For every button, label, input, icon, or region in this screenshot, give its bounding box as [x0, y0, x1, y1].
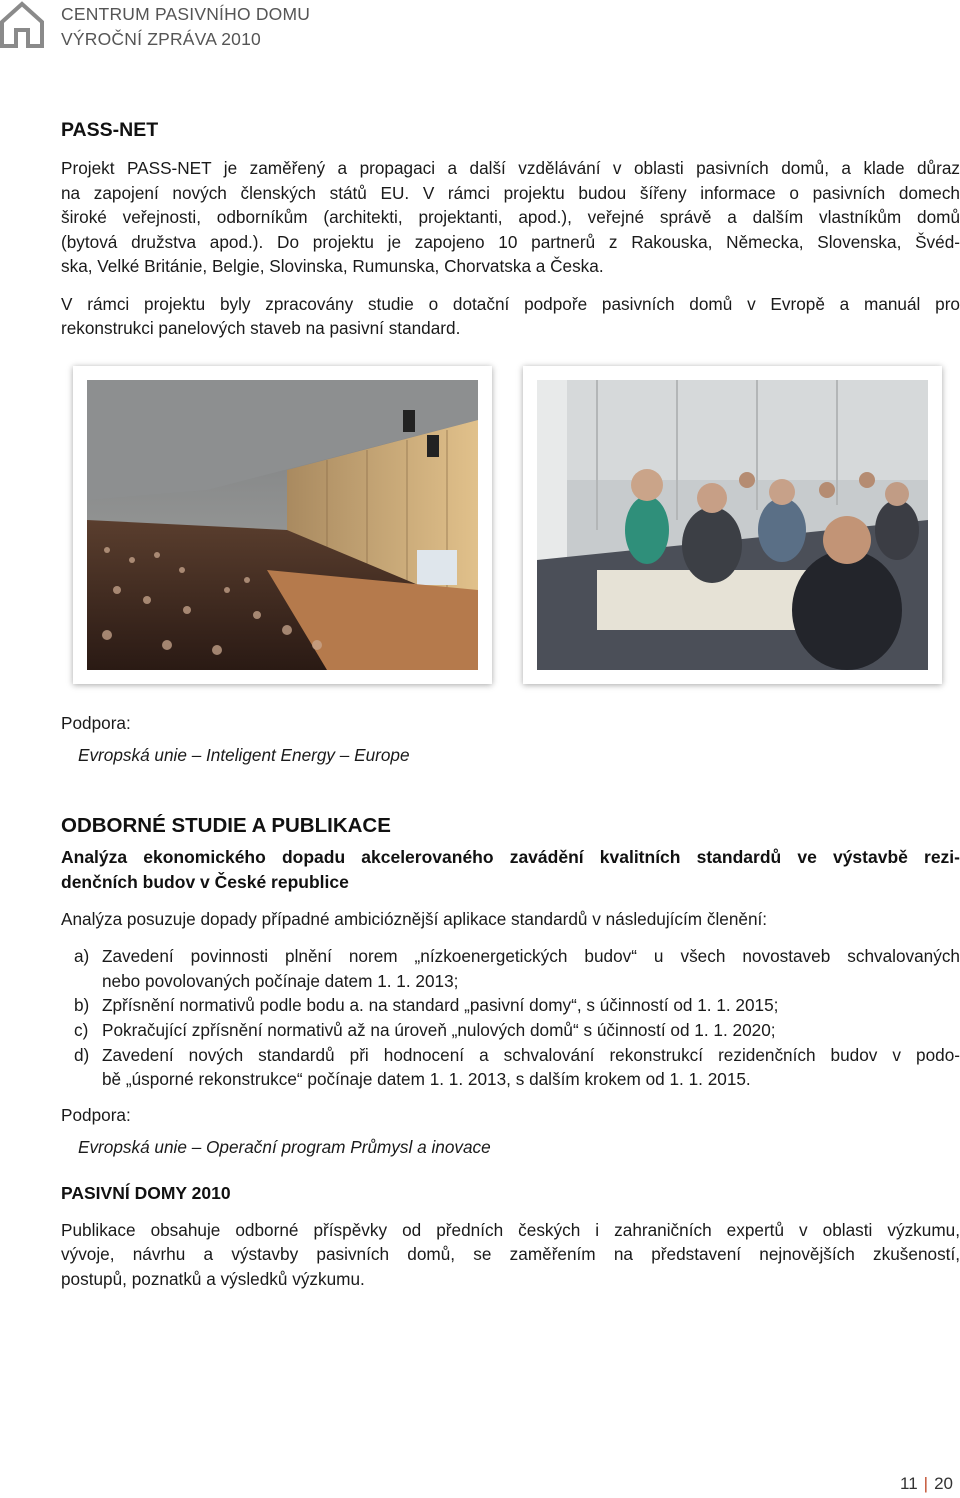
list-item-marker: d): [74, 1045, 90, 1065]
passnet-text-line: Projekt PASS-NET je zaměřený a propagaci a další vzdělávání v oblasti pasivních domů, a klade důraz: [61, 158, 960, 178]
study-intro: Analýza posuzuje dopady případné ambicióznější aplikace standardů v následujícím členění:: [61, 909, 768, 929]
conference-audience-photo: [523, 366, 942, 684]
list-item-marker: c): [74, 1020, 89, 1040]
page-separator: |: [923, 1474, 929, 1493]
passnet-text-line: V rámci projektu byly zpracovány studie o dotační podpoře pasivních domů v Evropě a manuál pro: [61, 294, 960, 314]
passnet-text-line: široké veřejnosti, odborníkům (architekti, projektanti, apod.), veřejné správě a dalším vlastníkům domů: [61, 207, 960, 227]
list-item-marker: b): [74, 995, 90, 1015]
page-total: 20: [934, 1474, 953, 1493]
list-item-text: bě „úsporné rekonstrukce“ počínaje datem 1. 1. 2013, s dalším krokem od 1. 1. 2015.: [102, 1069, 751, 1089]
section-title-pasivni-domy: PASIVNÍ DOMY 2010: [61, 1183, 231, 1203]
passnet-text-line: rekonstrukci panelových staveb na pasivní standard.: [61, 318, 461, 338]
list-item-text: Pokračující zpřísnění normativů až na úroveň „nulových domů“ s účinností od 1. 1. 2020;: [102, 1020, 776, 1040]
study-title-line: Analýza ekonomického dopadu akcelerovaného zavádění kvalitních standardů ve výstavbě rezi-: [61, 847, 960, 867]
pasivni-text-line: Publikace obsahuje odborné příspěvky od předních českých i zahraničních expertů v oblasti výzkumu,: [61, 1220, 960, 1240]
list-item-marker: a): [74, 946, 90, 966]
section-title-studies: ODBORNÉ STUDIE A PUBLIKACE: [61, 814, 391, 837]
support-value: Evropská unie – Operační program Průmysl a inovace: [78, 1137, 491, 1157]
conference-hall-photo: [73, 366, 492, 684]
section-title-passnet: PASS-NET: [61, 119, 159, 141]
pasivni-text-line: vývoje, návrhu a výstavby pasivních domů, se zaměřením na představení nejnovějších zkušeností,: [61, 1244, 960, 1264]
support-value: Evropská unie – Inteligent Energy – Europe: [78, 745, 410, 765]
pasivni-text-line: postupů, poznatků a výsledků výzkumu.: [61, 1269, 365, 1289]
list-item-text: Zavedení povinnosti plnění norem „nízkoenergetických budov“ u všech novostaveb schvalovaných: [102, 946, 960, 966]
list-item-text: Zpřísnění normativů podle bodu a. na standard „pasivní domy“, s účinností od 1. 1. 2015;: [102, 995, 779, 1015]
passnet-text-line: na zapojení nových členských států EU. V rámci projektu budou šířeny informace o pasivních domech: [61, 183, 960, 203]
page-number: [900, 1474, 953, 1494]
list-item-text: nebo povolovaných počínaje datem 1. 1. 2013;: [102, 971, 459, 991]
support-label: Podpora:: [61, 1105, 131, 1125]
house-logo-icon: [0, 0, 44, 50]
study-title-line: denčních budov v České republice: [61, 872, 349, 892]
page-current: 11: [900, 1474, 918, 1493]
header-report-title: VÝROČNÍ ZPRÁVA 2010: [61, 29, 261, 49]
header-org-name: CENTRUM PASIVNÍHO DOMU: [61, 4, 311, 24]
support-label: Podpora:: [61, 713, 131, 733]
passnet-text-line: (bytová družstva apod.). Do projektu je zapojeno 10 partnerů z Rakouska, Německa, Slovenska, Švéd-: [61, 232, 960, 252]
list-item-text: Zavedení nových standardů při hodnocení a schvalování rekonstrukcí rezidenčních budov v podo-: [102, 1045, 960, 1065]
passnet-text-line: ska, Velké Británie, Belgie, Slovinska, Rumunska, Chorvatska a Česka.: [61, 256, 604, 276]
